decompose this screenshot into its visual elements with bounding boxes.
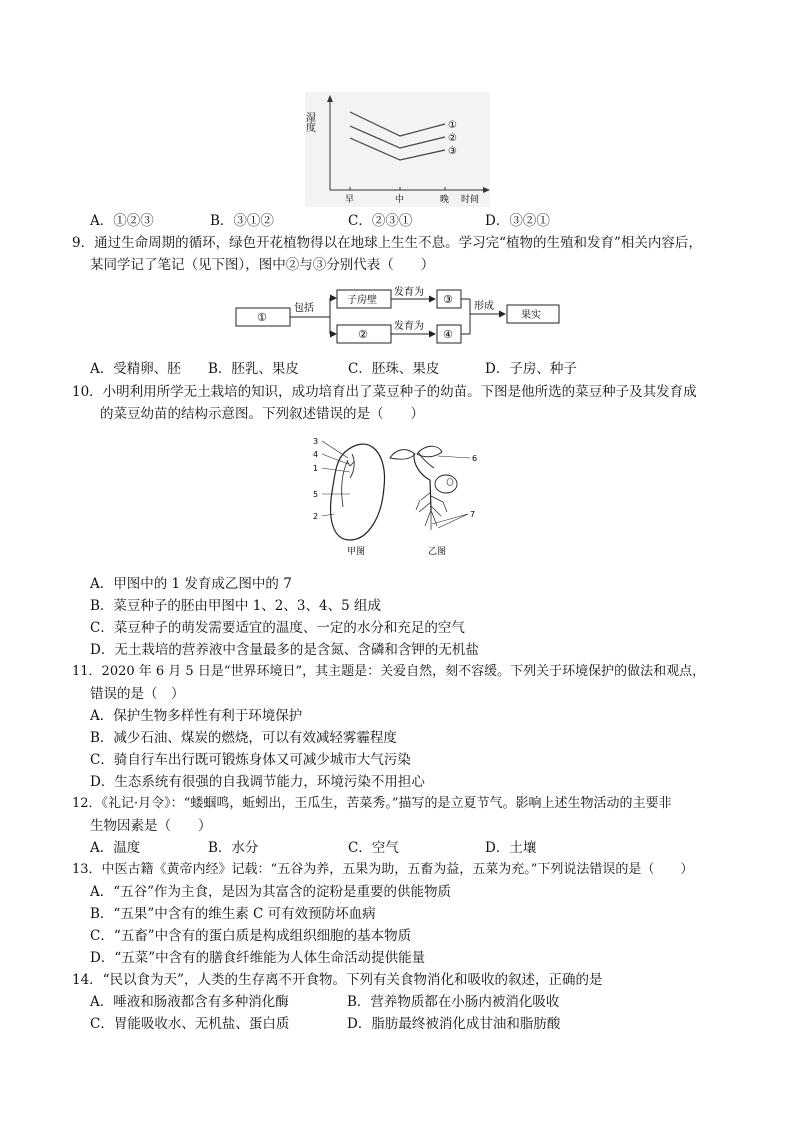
seed-label-5: 5 <box>313 490 319 499</box>
q11-stem-line2: 错误的是（ ） <box>90 686 185 702</box>
q14-option-a[interactable]: A．唾液和肠液都含有多种消化酶 <box>90 994 289 1010</box>
q12-option-a[interactable]: A．温度 <box>90 840 141 856</box>
q9-option-d[interactable]: D．子房、种子 <box>485 361 577 377</box>
seedling-label-6: 6 <box>472 454 478 463</box>
q10-option-c[interactable]: C．菜豆种子的萌发需要适宜的温度、一定的水分和充足的空气 <box>90 620 465 636</box>
q12-stem-line1: 12．《礼记·月令》：“蝼蝈鸣，蚯蚓出，王瓜生，苦菜秀。”描写的是立夏节气。影响上述生物活动的主要非 <box>72 796 672 811</box>
q8-option-b[interactable]: B．③①② <box>210 213 274 229</box>
seedling-label-7: 7 <box>470 510 476 519</box>
tick-evening: 晚 <box>440 195 450 205</box>
q14-option-b[interactable]: B．营养物质都在小肠内被消化吸收 <box>347 994 560 1010</box>
q12-options <box>90 836 750 857</box>
flow-develops-2: 发育为 <box>394 321 424 332</box>
flow-include: 包括 <box>294 303 314 314</box>
seed-label-4: 4 <box>313 450 319 459</box>
q9-stem-line1: 9．通过生命周期的循环，绿色开花植物得以在地球上生生不息。学习完“植物的生殖和发育”相关内容后， <box>72 235 702 251</box>
q11-option-a[interactable]: A．保护生物多样性有利于环境保护 <box>90 708 303 724</box>
q9-option-c[interactable]: C．胚珠、果皮 <box>348 361 440 377</box>
q9-flowchart <box>230 284 565 346</box>
q10-option-b[interactable]: B．菜豆种子的胚由甲图中 1、2、3、4、5 组成 <box>90 598 381 614</box>
q9-stem-line2: 某同学记了笔记（见下图），图中②与③分别代表（ ） <box>90 257 435 273</box>
q10-option-a[interactable]: A．甲图中的 1 发育成乙图中的 7 <box>90 576 292 592</box>
flow-box-3: ③ <box>443 293 453 306</box>
q10-stem-line2: 的菜豆幼苗的结构示意图。下列叙述错误的是（ ） <box>100 406 424 422</box>
q14-option-d[interactable]: D．脂肪最终被消化成甘油和脂肪酸 <box>347 1016 561 1032</box>
curve-label-2: ② <box>448 133 457 144</box>
q11-option-b[interactable]: B．减少石油、煤炭的燃烧，可以有效减轻雾霾程度 <box>90 730 397 746</box>
graph-xlabel: 时间 <box>461 195 480 205</box>
seed-label-1: 1 <box>313 464 319 473</box>
humidity-graph <box>305 92 490 207</box>
curve-label-3: ③ <box>448 146 457 157</box>
curve-label-1: ① <box>448 120 457 131</box>
q14-stem-line1: 14．“民以食为天”，人类的生存离不开食物。下列有关食物消化和吸收的叙述，正确的是 <box>72 972 603 988</box>
fig-caption-left: 甲图 <box>347 547 366 557</box>
q10-stem-line1: 10．小明利用所学无土栽培的知识，成功培育出了菜豆种子的幼苗。下图是他所选的菜豆种子及其发育成 <box>72 384 697 400</box>
q12-option-c[interactable]: C．空气 <box>348 840 399 856</box>
q13-option-c[interactable]: C．“五畜”中含有的蛋白质是构成组织细胞的基本物质 <box>90 928 412 944</box>
seed-label-2: 2 <box>313 512 319 521</box>
flow-box-2: ② <box>358 328 368 341</box>
q13-option-a[interactable]: A．“五谷”作为主食，是因为其富含的淀粉是重要的供能物质 <box>90 884 452 900</box>
q8-option-d[interactable]: D．③②① <box>485 213 550 229</box>
q12-stem-line2: 生物因素是（ ） <box>90 818 212 834</box>
q11-option-c[interactable]: C．骑自行车出行既可锻炼身体又可减少城市大气污染 <box>90 752 411 768</box>
flow-forms: 形成 <box>474 301 494 312</box>
q14-option-c[interactable]: C．胃能吸收水、无机盐、蛋白质 <box>90 1016 290 1032</box>
q9-option-a[interactable]: A．受精卵、胚 <box>90 361 181 377</box>
flow-box-fruit: 果实 <box>521 310 541 321</box>
q13-option-b[interactable]: B．“五果”中含有的维生素 C 可有效预防坏血病 <box>90 906 376 922</box>
q8-option-a[interactable]: A．①②③ <box>90 213 154 229</box>
q12-option-b[interactable]: B．水分 <box>208 840 259 856</box>
q9-options <box>90 357 750 378</box>
q13-stem-line1: 13．中医古籍《黄帝内经》记载：“五谷为养，五果为助，五畜为益，五菜为充。”下列说法错误的是（ ） <box>72 862 694 877</box>
flow-develops-1: 发育为 <box>394 287 424 298</box>
q8-options <box>90 209 750 230</box>
flow-box-4: ④ <box>443 328 453 341</box>
fig-caption-right: 乙图 <box>428 547 447 557</box>
q11-option-d[interactable]: D．生态系统有很强的自我调节能力，环境污染不用担心 <box>90 774 425 790</box>
q10-option-d[interactable]: D．无土栽培的营养液中含量最多的是含氮、含磷和含钾的无机盐 <box>90 642 479 658</box>
seed-label-3: 3 <box>313 437 319 446</box>
q8-option-c[interactable]: C．②③① <box>348 213 413 229</box>
tick-noon: 中 <box>395 195 405 205</box>
q11-stem-line1: 11．2020 年 6 月 5 日是“世界环境日”，其主题是：关爱自然，刻不容缓。下列关于环境保护的做法和观点， <box>72 664 706 679</box>
flow-box-1: ① <box>257 311 267 324</box>
q13-option-d[interactable]: D．“五菜”中含有的膳食纤维能为人体生命活动提供能量 <box>90 950 426 966</box>
tick-morning: 早 <box>345 195 355 205</box>
q10-bean-figure <box>310 432 495 560</box>
flow-box-ovary-wall: 子房壁 <box>347 295 377 306</box>
q9-option-b[interactable]: B．胚乳、果皮 <box>208 361 299 377</box>
graph-ylabel: 湿度 <box>303 112 315 132</box>
q12-option-d[interactable]: D．土壤 <box>485 840 537 856</box>
